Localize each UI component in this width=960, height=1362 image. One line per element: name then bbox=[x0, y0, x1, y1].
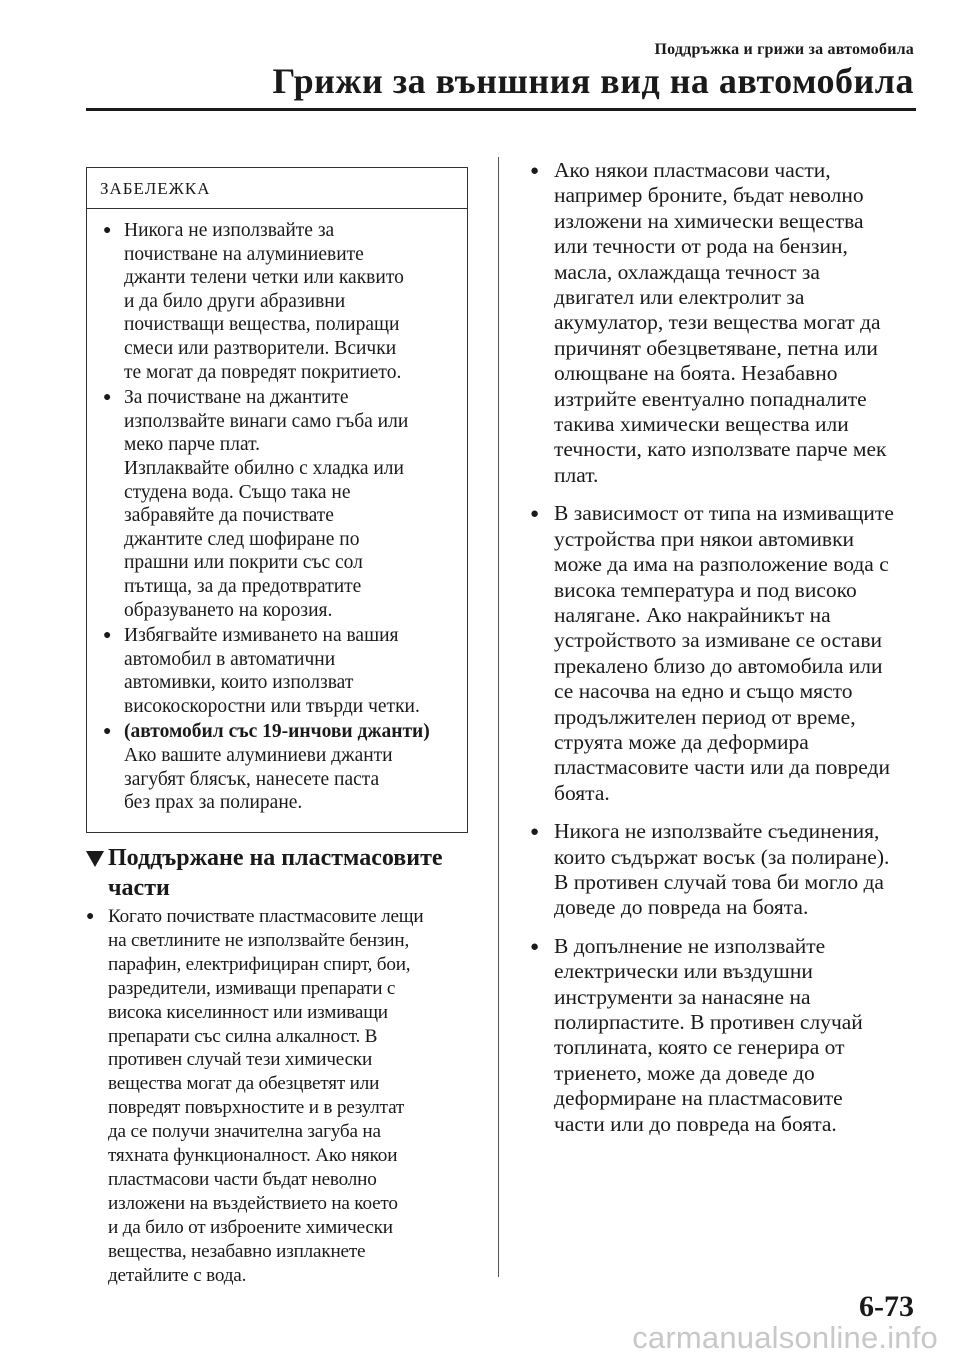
list-item bbox=[530, 819, 920, 921]
bullet-icon: ● bbox=[530, 938, 540, 955]
note-heading: ЗАБЕЛЕЖКА bbox=[87, 168, 467, 209]
page-number: 6-73 bbox=[859, 1290, 914, 1323]
item-text-line: Никога не използвайте съединения, bbox=[554, 819, 880, 844]
item-text-line: За почистване на джантите bbox=[124, 387, 349, 409]
item-text-line: смеси или разтворители. Всички bbox=[124, 337, 397, 359]
list-item bbox=[87, 386, 459, 622]
bullet-icon: ● bbox=[530, 506, 540, 523]
item-text-line: плат. bbox=[554, 462, 599, 487]
item-text-line: Изплаквайте обилно с хладка или bbox=[124, 457, 404, 479]
header-subtitle: Поддръжка и грижи за автомобила bbox=[654, 41, 914, 58]
item-text-line: джантите след шофиране по bbox=[124, 528, 360, 550]
note-box bbox=[86, 167, 468, 833]
right-column-list bbox=[530, 158, 920, 1150]
item-text-line: Ако някои пластмасови части, bbox=[554, 158, 831, 182]
item-text-line: на светлините не използвайте бензин, bbox=[108, 929, 410, 951]
item-text-line: Ако вашите алуминиеви джанти bbox=[124, 745, 393, 767]
item-text-line: джанти телени четки или каквито bbox=[124, 267, 404, 289]
item-text-line: доведе до повреда на боята. bbox=[554, 895, 809, 920]
item-text-line: В допълнение не използвайте bbox=[554, 933, 826, 958]
item-text-line: вещества могат да обезцветят или bbox=[108, 1073, 380, 1095]
item-text-line: забравяйте да почиствате bbox=[124, 505, 334, 527]
list-item bbox=[87, 219, 459, 384]
item-text-line: препарати със силна алкалност. В bbox=[108, 1025, 378, 1047]
item-text-line: високоскоростни или твърди четки. bbox=[124, 695, 420, 717]
item-text-line: и да било от изброените химически bbox=[108, 1216, 393, 1238]
list-item bbox=[87, 720, 459, 814]
triangle-bullet-icon bbox=[86, 851, 104, 867]
item-text-line: образуването на корозия. bbox=[124, 599, 333, 621]
item-text-line: В противен случай това би могло да bbox=[554, 869, 884, 894]
item-text-line: акумулатор, тези вещества могат да bbox=[554, 310, 881, 335]
item-text-line: продължителен период от време, bbox=[554, 704, 856, 729]
item-text-line: противен случай тези химически bbox=[108, 1049, 373, 1071]
item-text-line: които съдържат восък (за полиране). bbox=[554, 844, 890, 869]
item-text-line: меко парче плат. bbox=[124, 434, 261, 456]
item-text-line: течности, като използвате парче мек bbox=[554, 437, 887, 462]
item-text-line: се насочва на едно и също място bbox=[554, 679, 853, 704]
item-text-line: студена вода. Също така не bbox=[124, 481, 351, 503]
item-text-line: парафин, електрифициран спирт, бои, bbox=[108, 953, 411, 975]
section-list bbox=[86, 905, 481, 1288]
item-text-line: струята може да деформира bbox=[554, 729, 809, 754]
bullet-icon: ● bbox=[86, 909, 95, 924]
header-rule bbox=[86, 108, 916, 111]
item-text-line: те могат да повредят покритието. bbox=[124, 361, 402, 383]
bullet-icon: ● bbox=[103, 223, 112, 238]
bullet-icon: ● bbox=[530, 824, 540, 841]
item-text-line: използвайте винаги само гъба или bbox=[124, 410, 409, 432]
item-text-line: автомивки, които използват bbox=[124, 672, 354, 694]
item-text-line: налягане. Ако накрайникът на bbox=[554, 602, 831, 627]
item-text-line: триенето, може да доведе до bbox=[554, 1060, 815, 1085]
watermark: carmanualsonline.info bbox=[632, 1320, 938, 1355]
item-text-line: например броните, бъдат неволно bbox=[554, 183, 864, 208]
item-text-line: електрически или въздушни bbox=[554, 959, 813, 984]
item-text-line: висока киселинност или измиващи bbox=[108, 1001, 388, 1023]
list-item bbox=[530, 934, 920, 1137]
list-item bbox=[530, 501, 920, 806]
item-text-line: загубят блясък, нанесете паста bbox=[124, 768, 380, 790]
item-text-line: деформиране на пластмасовите bbox=[554, 1086, 843, 1111]
item-text-line: изтрийте евентуално попадналите bbox=[554, 386, 867, 411]
item-text-line: тяхната функционалност. Ако някои bbox=[108, 1145, 398, 1167]
list-item bbox=[87, 624, 459, 718]
item-text-line: повредят повърхностите и в резултат bbox=[108, 1097, 405, 1119]
item-text-line: пластмасовите части или да повреди bbox=[554, 755, 890, 780]
list-item bbox=[530, 158, 920, 488]
item-text-line: Избягвайте измиването на вашия bbox=[124, 625, 399, 647]
item-text-line: пътища, за да предотвратите bbox=[124, 575, 362, 597]
item-text-line: Никога не използвайте за bbox=[124, 220, 335, 241]
section-title-line: части bbox=[108, 875, 170, 901]
item-text-line: полирпастите. В противен случай bbox=[554, 1010, 863, 1034]
note-list bbox=[87, 209, 467, 815]
item-text-line: детайлите с вода. bbox=[108, 1264, 247, 1286]
item-text-line: или течности от рода на бензин, bbox=[554, 234, 848, 259]
bullet-icon: ● bbox=[103, 628, 112, 644]
item-text-line: прекалено близо до автомобила или bbox=[554, 653, 883, 678]
item-text-line: устройства при някои автомивки bbox=[554, 526, 855, 551]
item-text-line: олющване на боята. Незабавно bbox=[554, 361, 838, 386]
item-text-line: части или до повреда на боята. bbox=[554, 1111, 837, 1136]
item-text-line: устройството за измиване се остави bbox=[554, 628, 883, 653]
item-text-line: почистване на алуминиевите bbox=[124, 243, 364, 265]
item-text-line: вещества, незабавно изплакнете bbox=[108, 1240, 366, 1262]
item-text-line: изложени на химически вещества bbox=[554, 208, 864, 233]
item-text-line: пластмасови части бъдат неволно bbox=[108, 1168, 377, 1190]
item-text-line: автомобил в автоматични bbox=[124, 648, 336, 670]
bullet-icon: ● bbox=[103, 724, 112, 740]
bullet-icon: ● bbox=[103, 390, 112, 406]
item-text-line: инструменти за нанасяне на bbox=[554, 984, 811, 1009]
column-divider bbox=[498, 157, 499, 1277]
item-text-line: причинят обезцветяване, петна или bbox=[554, 335, 878, 360]
item-text-line: може да има на разположение вода с bbox=[554, 552, 889, 577]
item-text-line: почистващи вещества, полиращи bbox=[124, 314, 400, 336]
item-text-line: такива химически вещества или bbox=[554, 412, 849, 437]
item-text-line: да се получи значителна загуба на bbox=[108, 1121, 381, 1143]
item-bold-heading: (автомобил със 19-инчови джанти) bbox=[124, 721, 430, 743]
item-text-line: прашни или покрити със сол bbox=[124, 552, 363, 574]
section-title-line: Поддържане на пластмасовите bbox=[108, 845, 443, 871]
item-text-line: масла, охлаждаща течност за bbox=[554, 259, 820, 284]
item-text-line: разредители, измиващи препарати с bbox=[108, 977, 396, 999]
item-text-line: изложени на въздействието на което bbox=[108, 1192, 398, 1214]
item-text-line: двигател или електролит за bbox=[554, 285, 805, 310]
item-text-line: В зависимост от типа на измиващите bbox=[554, 501, 894, 526]
item-text-line: висока температура и под високо bbox=[554, 577, 857, 602]
item-text-line: топлината, която се генерира от bbox=[554, 1035, 845, 1060]
list-item bbox=[86, 905, 481, 1288]
item-text-line: без прах за полиране. bbox=[124, 792, 303, 814]
page-title: Грижи за външния вид на автомобила bbox=[272, 61, 914, 101]
item-text-line: и да било други абразивни bbox=[124, 290, 346, 312]
item-text-line: боята. bbox=[554, 780, 610, 805]
section-title bbox=[86, 843, 486, 903]
item-text-line: Когато почиствате пластмасовите лещи bbox=[108, 906, 424, 927]
bullet-icon: ● bbox=[530, 163, 540, 179]
